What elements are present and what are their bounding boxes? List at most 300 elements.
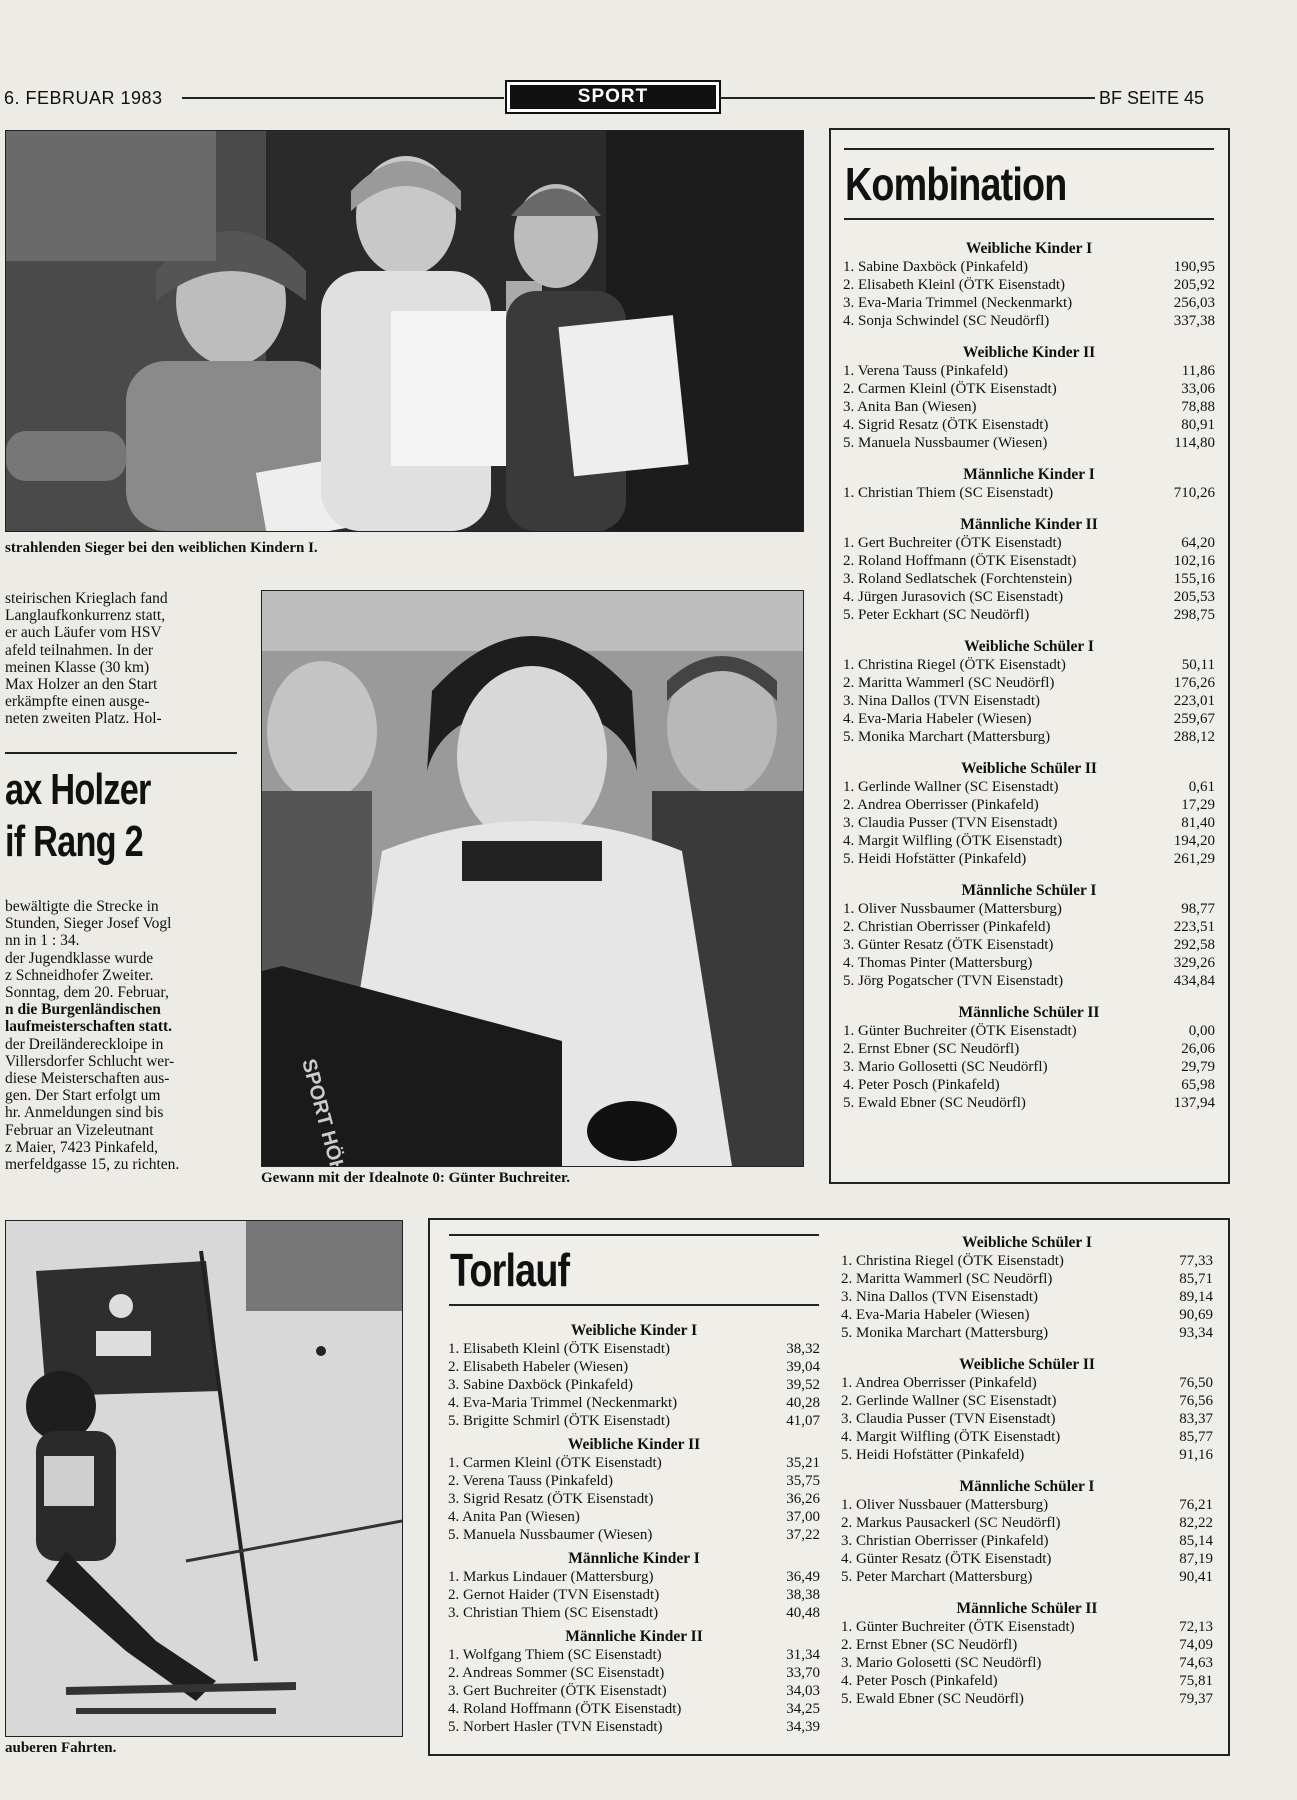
- result-score: 50,11: [1181, 657, 1215, 673]
- result-row: [843, 416, 1215, 434]
- result-name: 3. Mario Gollosetti (SC Neudörfl): [843, 1059, 1048, 1075]
- result-row: [841, 1636, 1213, 1654]
- result-name: 1. Christina Riegel (ÖTK Eisenstadt): [841, 1253, 1064, 1269]
- result-score: 33,70: [786, 1665, 820, 1681]
- section-label: SPORT: [510, 85, 716, 109]
- result-name: 2. Markus Pausackerl (SC Neudörfl): [841, 1515, 1061, 1531]
- article-line: Langlaufkonkurrenz statt,: [5, 607, 166, 625]
- header-rule-right: [719, 97, 1095, 99]
- result-row: [448, 1700, 820, 1718]
- photo-girls-winners-image: [6, 131, 803, 531]
- result-score: 98,77: [1181, 901, 1215, 917]
- section-label-box: [505, 80, 721, 114]
- header-rule-left: [182, 97, 504, 99]
- result-row: [448, 1472, 820, 1490]
- article-line: z Maier, 7423 Pinkafeld,: [5, 1138, 159, 1156]
- article-line: der Dreiländereckloipe in: [5, 1035, 164, 1053]
- category-heading: Weibliche Kinder I: [570, 1322, 698, 1339]
- result-name: 2. Elisabeth Kleinl (ÖTK Eisenstadt): [843, 277, 1066, 293]
- result-score: 72,13: [1179, 1619, 1213, 1635]
- result-name: 5. Heidi Hofstätter (Pinkafeld): [843, 851, 1027, 867]
- article-line: erkämpfte einen ausge-: [5, 693, 150, 711]
- result-row: [843, 814, 1215, 832]
- result-row: [843, 936, 1215, 954]
- result-score: 85,77: [1179, 1429, 1213, 1445]
- result-row: [448, 1508, 820, 1526]
- category-heading: Weibliche Kinder II: [567, 1436, 701, 1453]
- result-score: 288,12: [1173, 729, 1215, 745]
- headline-line-2: if Rang 2: [5, 817, 143, 866]
- category-heading: Männliche Kinder II: [960, 516, 1098, 533]
- result-row: [448, 1718, 820, 1736]
- result-row: [448, 1586, 820, 1604]
- result-row: [843, 972, 1215, 990]
- torlauf-top-rule: [449, 1234, 819, 1236]
- result-name: 5. Brigitte Schmirl (ÖTK Eisenstadt): [448, 1413, 671, 1429]
- result-row: [448, 1454, 820, 1472]
- result-score: 190,95: [1173, 259, 1215, 275]
- kombination-box: [829, 128, 1230, 1184]
- result-score: 261,29: [1173, 851, 1215, 867]
- result-name: 4. Günter Resatz (ÖTK Eisenstadt): [841, 1551, 1052, 1567]
- result-score: 38,38: [786, 1587, 820, 1603]
- result-row: [841, 1514, 1213, 1532]
- result-group: [448, 1436, 820, 1544]
- result-row: [843, 398, 1215, 416]
- result-row: [841, 1672, 1213, 1690]
- article-line: der Jugendklasse wurde: [5, 949, 154, 967]
- result-row: [843, 1058, 1215, 1076]
- result-row: [841, 1532, 1213, 1550]
- category-heading: Weibliche Schüler II: [961, 760, 1097, 777]
- result-name: 1. Oliver Nussbauer (Mattersburg): [841, 1497, 1049, 1513]
- result-score: 82,22: [1179, 1515, 1213, 1531]
- photo-skier: [5, 1220, 403, 1737]
- torlauf-right-list: [841, 1234, 1213, 1708]
- result-score: 89,14: [1179, 1289, 1213, 1305]
- result-row: [843, 362, 1215, 380]
- result-score: 176,26: [1173, 675, 1215, 691]
- result-score: 36,49: [786, 1569, 820, 1585]
- article-line: Stunden, Sieger Josef Vogl: [5, 915, 172, 933]
- result-name: 2. Andreas Sommer (SC Eisenstadt): [448, 1665, 665, 1681]
- result-row: [448, 1526, 820, 1544]
- result-name: 4. Peter Posch (Pinkafeld): [843, 1077, 1000, 1093]
- result-row: [843, 1094, 1215, 1112]
- article-line: merfeldgasse 15, zu richten.: [5, 1156, 180, 1174]
- result-score: 17,29: [1181, 797, 1215, 813]
- result-name: 2. Gerlinde Wallner (SC Eisenstadt): [841, 1393, 1057, 1409]
- result-row: [448, 1394, 820, 1412]
- result-name: 2. Elisabeth Habeler (Wiesen): [448, 1359, 629, 1375]
- result-score: 40,48: [786, 1605, 820, 1621]
- torlauf-box: [428, 1218, 1230, 1756]
- result-name: 2. Ernst Ebner (SC Neudörfl): [841, 1637, 1018, 1653]
- result-score: 34,39: [786, 1719, 820, 1735]
- result-name: 4. Margit Wilfling (ÖTK Eisenstadt): [843, 833, 1063, 849]
- article-line: hr. Anmeldungen sind bis: [5, 1104, 164, 1122]
- kombination-bottom-rule: [844, 218, 1214, 220]
- result-name: 4. Eva-Maria Habeler (Wiesen): [843, 711, 1032, 727]
- result-group: [448, 1550, 820, 1622]
- article-line: afeld teilnahmen. In der: [5, 641, 154, 659]
- result-score: 223,01: [1173, 693, 1215, 709]
- result-group: [843, 1004, 1215, 1112]
- result-group: [843, 760, 1215, 868]
- result-name: 3. Claudia Pusser (TVN Eisenstadt): [841, 1411, 1056, 1427]
- result-score: 75,81: [1179, 1673, 1213, 1689]
- result-row: [841, 1568, 1213, 1586]
- result-score: 33,06: [1181, 381, 1215, 397]
- result-score: 77,33: [1179, 1253, 1213, 1269]
- result-name: 3. Nina Dallos (TVN Eisenstadt): [843, 693, 1041, 709]
- result-row: [841, 1392, 1213, 1410]
- result-score: 40,28: [786, 1395, 820, 1411]
- page-number: BF SEITE 45: [1099, 88, 1205, 108]
- result-score: 29,79: [1181, 1059, 1215, 1075]
- result-name: 2. Maritta Wammerl (SC Neudörfl): [843, 675, 1055, 691]
- result-score: 26,06: [1181, 1041, 1215, 1057]
- result-row: [448, 1376, 820, 1394]
- result-row: [448, 1340, 820, 1358]
- result-name: 1. Carmen Kleinl (ÖTK Eisenstadt): [448, 1455, 662, 1471]
- result-score: 194,20: [1173, 833, 1215, 849]
- result-score: 137,94: [1173, 1095, 1215, 1111]
- result-score: 298,75: [1173, 607, 1215, 623]
- category-heading: Männliche Kinder II: [565, 1628, 703, 1645]
- result-name: 4. Margit Wilfling (ÖTK Eisenstadt): [841, 1429, 1061, 1445]
- result-row: [843, 312, 1215, 330]
- result-row: [843, 728, 1215, 746]
- result-name: 1. Christina Riegel (ÖTK Eisenstadt): [843, 657, 1066, 673]
- result-name: 2. Gernot Haider (TVN Eisenstadt): [448, 1587, 660, 1603]
- result-row: [841, 1270, 1213, 1288]
- result-name: 2. Carmen Kleinl (ÖTK Eisenstadt): [843, 381, 1057, 397]
- result-row: [841, 1288, 1213, 1306]
- article-headline: [5, 764, 305, 868]
- result-score: 205,53: [1173, 589, 1215, 605]
- result-row: [843, 294, 1215, 312]
- result-row: [843, 954, 1215, 972]
- result-row: [843, 606, 1215, 624]
- result-name: 3. Mario Golosetti (SC Neudörfl): [841, 1655, 1042, 1671]
- kombination-title: Kombination: [845, 158, 1067, 210]
- result-name: 4. Anita Pan (Wiesen): [448, 1509, 580, 1525]
- result-row: [448, 1682, 820, 1700]
- header-date: 6. FEBRUAR 1983: [4, 88, 163, 108]
- result-name: 4. Roland Hoffmann (ÖTK Eisenstadt): [448, 1701, 682, 1717]
- kombination-results: [843, 240, 1215, 1126]
- result-name: 1. Gerlinde Wallner (SC Eisenstadt): [843, 779, 1059, 795]
- result-row: [448, 1646, 820, 1664]
- result-row: [843, 832, 1215, 850]
- result-score: 31,34: [786, 1647, 820, 1663]
- result-score: 90,41: [1179, 1569, 1213, 1585]
- result-score: 76,21: [1179, 1497, 1213, 1513]
- result-row: [841, 1306, 1213, 1324]
- article-line: neten zweiten Platz. Hol-: [5, 710, 162, 728]
- category-heading: Männliche Schüler II: [958, 1004, 1100, 1021]
- article-line: steirischen Krieglach fand: [5, 590, 168, 607]
- article-line: gen. Der Start erfolgt um: [5, 1087, 161, 1105]
- torlauf-title: Torlauf: [450, 1244, 570, 1296]
- photo-skier-caption: auberen Fahrten.: [5, 1740, 117, 1756]
- article-line: nn in 1 : 34.: [5, 932, 80, 950]
- result-score: 74,09: [1179, 1637, 1213, 1653]
- result-score: 35,21: [786, 1455, 820, 1471]
- result-score: 114,80: [1174, 435, 1215, 451]
- result-score: 11,86: [1181, 363, 1215, 379]
- article-line: meinen Klasse (30 km): [5, 658, 150, 676]
- result-row: [448, 1664, 820, 1682]
- result-group: [448, 1322, 820, 1430]
- result-score: 337,38: [1173, 313, 1215, 329]
- headline-line-1: ax Holzer: [5, 765, 151, 814]
- category-heading: Weibliche Schüler II: [959, 1356, 1095, 1373]
- result-row: [841, 1690, 1213, 1708]
- result-name: 4. Eva-Maria Trimmel (Neckenmarkt): [448, 1395, 678, 1411]
- result-name: 5. Ewald Ebner (SC Neudörfl): [843, 1095, 1026, 1111]
- result-score: 39,52: [786, 1377, 820, 1393]
- result-name: 1. Christian Thiem (SC Eisenstadt): [843, 485, 1054, 501]
- result-name: 5. Monika Marchart (Mattersburg): [843, 729, 1051, 745]
- result-score: 74,63: [1179, 1655, 1213, 1671]
- result-score: 34,03: [786, 1683, 820, 1699]
- result-name: 1. Andrea Oberrisser (Pinkafeld): [841, 1375, 1037, 1391]
- result-score: 36,26: [786, 1491, 820, 1507]
- result-score: 81,40: [1181, 815, 1215, 831]
- result-name: 4. Sigrid Resatz (ÖTK Eisenstadt): [843, 417, 1049, 433]
- result-score: 76,56: [1179, 1393, 1213, 1409]
- result-name: 1. Günter Buchreiter (ÖTK Eisenstadt): [841, 1619, 1075, 1635]
- result-score: 87,19: [1179, 1551, 1213, 1567]
- result-name: 5. Monika Marchart (Mattersburg): [841, 1325, 1049, 1341]
- result-row: [841, 1446, 1213, 1464]
- result-row: [841, 1374, 1213, 1392]
- result-name: 1. Verena Tauss (Pinkafeld): [843, 363, 1009, 379]
- result-name: 3. Eva-Maria Trimmel (Neckenmarkt): [843, 295, 1073, 311]
- result-name: 5. Jörg Pogatscher (TVN Eisenstadt): [843, 973, 1064, 989]
- torlauf-left-list: [448, 1322, 820, 1736]
- result-row: [843, 1040, 1215, 1058]
- result-group: [843, 466, 1215, 502]
- result-name: 5. Peter Eckhart (SC Neudörfl): [843, 607, 1030, 623]
- result-name: 4. Eva-Maria Habeler (Wiesen): [841, 1307, 1030, 1323]
- result-row: [843, 850, 1215, 868]
- result-score: 37,22: [786, 1527, 820, 1543]
- result-name: 3. Sigrid Resatz (ÖTK Eisenstadt): [448, 1491, 654, 1507]
- article-line: Sonntag, dem 20. Februar,: [5, 984, 169, 1002]
- result-group: [448, 1628, 820, 1736]
- category-heading: Männliche Kinder I: [963, 466, 1095, 483]
- result-group: [841, 1478, 1213, 1586]
- result-name: 4. Thomas Pinter (Mattersburg): [843, 955, 1033, 971]
- result-score: 223,51: [1173, 919, 1215, 935]
- result-row: [843, 380, 1215, 398]
- result-row: [841, 1618, 1213, 1636]
- article-body: [5, 898, 237, 1173]
- article-line: er auch Läufer vom HSV: [5, 624, 162, 642]
- result-score: 0,61: [1188, 779, 1215, 795]
- result-row: [843, 710, 1215, 728]
- result-group: [843, 882, 1215, 990]
- article-line: Villersdorfer Schlucht wer-: [5, 1052, 175, 1070]
- category-heading: Weibliche Kinder I: [965, 240, 1093, 257]
- result-score: 80,91: [1181, 417, 1215, 433]
- result-name: 3. Günter Resatz (ÖTK Eisenstadt): [843, 937, 1054, 953]
- result-score: 85,14: [1179, 1533, 1213, 1549]
- result-group: [843, 240, 1215, 330]
- result-name: 1. Sabine Daxböck (Pinkafeld): [843, 259, 1028, 275]
- category-heading: Weibliche Schüler I: [964, 638, 1094, 655]
- result-row: [843, 258, 1215, 276]
- result-row: [448, 1604, 820, 1622]
- result-row: [448, 1358, 820, 1376]
- result-row: [843, 692, 1215, 710]
- result-row: [448, 1412, 820, 1430]
- result-name: 1. Günter Buchreiter (ÖTK Eisenstadt): [843, 1023, 1077, 1039]
- article-line: z Schneidhofer Zweiter.: [5, 966, 154, 984]
- result-name: 5. Ewald Ebner (SC Neudörfl): [841, 1691, 1024, 1707]
- result-group: [843, 344, 1215, 452]
- result-score: 39,04: [786, 1359, 820, 1375]
- result-score: 434,84: [1173, 973, 1215, 989]
- result-name: 3. Gert Buchreiter (ÖTK Eisenstadt): [448, 1683, 667, 1699]
- result-row: [841, 1428, 1213, 1446]
- kombination-list: [843, 240, 1215, 1112]
- result-name: 1. Wolfgang Thiem (SC Eisenstadt): [448, 1647, 662, 1663]
- result-score: 292,58: [1173, 937, 1215, 953]
- result-score: 102,16: [1173, 553, 1215, 569]
- result-row: [843, 656, 1215, 674]
- result-name: 2. Andrea Oberrisser (Pinkafeld): [843, 797, 1039, 813]
- result-group: [841, 1600, 1213, 1708]
- photo-girls-caption: strahlenden Sieger bei den weiblichen Kindern I.: [5, 540, 318, 556]
- result-group: [843, 638, 1215, 746]
- result-name: 5. Norbert Hasler (TVN Eisenstadt): [448, 1719, 663, 1735]
- category-heading: Männliche Schüler I: [961, 882, 1097, 899]
- result-row: [843, 1076, 1215, 1094]
- photo-skier-image: [6, 1221, 402, 1736]
- result-score: 259,67: [1173, 711, 1215, 727]
- photo-guenter-buchreiter: [261, 590, 804, 1167]
- result-row: [843, 796, 1215, 814]
- result-name: 2. Ernst Ebner (SC Neudörfl): [843, 1041, 1020, 1057]
- result-name: 3. Christian Oberrisser (Pinkafeld): [841, 1533, 1049, 1549]
- result-row: [843, 900, 1215, 918]
- article-divider: [5, 752, 237, 754]
- kombination-top-rule: [844, 148, 1214, 150]
- result-row: [843, 534, 1215, 552]
- result-name: 2. Roland Hoffmann (ÖTK Eisenstadt): [843, 553, 1077, 569]
- result-score: 91,16: [1179, 1447, 1213, 1463]
- result-score: 65,98: [1181, 1077, 1215, 1093]
- category-heading: Männliche Schüler I: [959, 1478, 1095, 1495]
- article-intro: [5, 590, 237, 728]
- result-row: [843, 674, 1215, 692]
- result-row: [841, 1410, 1213, 1428]
- result-row: [843, 588, 1215, 606]
- result-score: 76,50: [1179, 1375, 1213, 1391]
- article-line: bewältigte die Strecke in: [5, 898, 159, 915]
- result-name: 3. Sabine Daxböck (Pinkafeld): [448, 1377, 633, 1393]
- result-name: 5. Manuela Nussbaumer (Wiesen): [843, 435, 1048, 451]
- result-row: [841, 1654, 1213, 1672]
- result-score: 83,37: [1179, 1411, 1213, 1427]
- result-score: 41,07: [786, 1413, 820, 1429]
- result-score: 90,69: [1179, 1307, 1213, 1323]
- torlauf-right-column: [841, 1234, 1213, 1722]
- torlauf-left-column: [448, 1322, 820, 1742]
- result-row: [843, 918, 1215, 936]
- category-heading: Weibliche Schüler I: [962, 1234, 1092, 1251]
- result-score: 256,03: [1173, 295, 1215, 311]
- category-heading: Männliche Schüler II: [956, 1600, 1098, 1617]
- result-row: [448, 1490, 820, 1508]
- category-heading: Weibliche Kinder II: [962, 344, 1096, 361]
- result-group: [843, 516, 1215, 624]
- result-score: 37,00: [786, 1509, 820, 1525]
- photo-girls-winners: [5, 130, 804, 532]
- result-name: 2. Maritta Wammerl (SC Neudörfl): [841, 1271, 1053, 1287]
- result-name: 3. Claudia Pusser (TVN Eisenstadt): [843, 815, 1058, 831]
- result-row: [843, 484, 1215, 502]
- result-name: 3. Anita Ban (Wiesen): [843, 399, 977, 415]
- result-name: 5. Heidi Hofstätter (Pinkafeld): [841, 1447, 1025, 1463]
- result-row: [841, 1550, 1213, 1568]
- result-score: 64,20: [1181, 535, 1215, 551]
- result-row: [841, 1496, 1213, 1514]
- result-score: 93,34: [1179, 1325, 1213, 1341]
- result-score: 79,37: [1179, 1691, 1213, 1707]
- result-name: 4. Peter Posch (Pinkafeld): [841, 1673, 998, 1689]
- result-score: 329,26: [1173, 955, 1215, 971]
- result-row: [843, 778, 1215, 796]
- result-name: 1. Oliver Nussbaumer (Mattersburg): [843, 901, 1062, 917]
- article-line: n die Burgenländischen: [5, 1001, 161, 1019]
- result-name: 4. Jürgen Jurasovich (SC Eisenstadt): [843, 589, 1064, 605]
- article-line: Max Holzer an den Start: [5, 676, 158, 694]
- result-score: 34,25: [786, 1701, 820, 1717]
- result-name: 2. Verena Tauss (Pinkafeld): [448, 1473, 614, 1489]
- result-score: 38,32: [786, 1341, 820, 1357]
- result-name: 3. Christian Thiem (SC Eisenstadt): [448, 1605, 659, 1621]
- result-row: [843, 1022, 1215, 1040]
- article-line: Februar an Vizeleutnant: [5, 1121, 154, 1139]
- result-name: 3. Nina Dallos (TVN Eisenstadt): [841, 1289, 1039, 1305]
- result-row: [843, 276, 1215, 294]
- photo-guenter-caption: Gewann mit der Idealnote 0: Günter Buchreiter.: [261, 1170, 571, 1186]
- result-name: 5. Peter Marchart (Mattersburg): [841, 1569, 1033, 1585]
- result-row: [448, 1568, 820, 1586]
- photo-guenter-image: [262, 591, 803, 1166]
- result-group: [841, 1234, 1213, 1342]
- torlauf-bottom-rule: [449, 1304, 819, 1306]
- result-name: 1. Markus Lindauer (Mattersburg): [448, 1569, 654, 1585]
- result-row: [843, 434, 1215, 452]
- result-name: 1. Elisabeth Kleinl (ÖTK Eisenstadt): [448, 1341, 671, 1357]
- result-row: [843, 552, 1215, 570]
- result-name: 1. Gert Buchreiter (ÖTK Eisenstadt): [843, 535, 1062, 551]
- result-row: [843, 570, 1215, 588]
- result-name: 3. Roland Sedlatschek (Forchtenstein): [843, 571, 1073, 587]
- article-line: diese Meisterschaften aus-: [5, 1070, 170, 1088]
- result-group: [841, 1356, 1213, 1464]
- result-score: 35,75: [786, 1473, 820, 1489]
- result-row: [841, 1252, 1213, 1270]
- result-score: 710,26: [1173, 485, 1215, 501]
- result-name: 4. Sonja Schwindel (SC Neudörfl): [843, 313, 1050, 329]
